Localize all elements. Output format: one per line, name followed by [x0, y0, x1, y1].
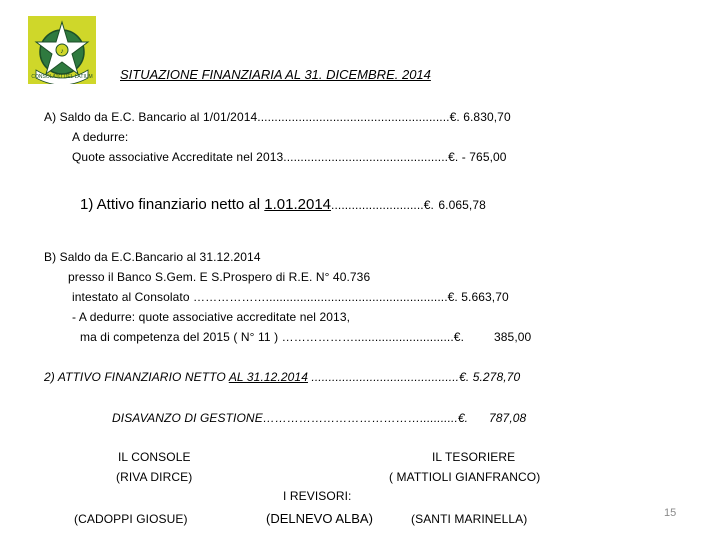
consolato-logo	[28, 16, 96, 84]
revisore-1-name: (CADOPPI GIOSUE)	[74, 512, 188, 526]
section-b-line-3: intestato al Consolato ……………….....................................................€. 5.663,70	[72, 290, 509, 304]
page-number: 15	[664, 507, 677, 519]
section-a-line-1: A) Saldo da E.C. Bancario al 1/01/2014........................................................€. 6.830,70	[44, 110, 511, 124]
section-b-line-1: B) Saldo da E.C.Bancario al 31.12.2014	[44, 250, 261, 264]
page-title: SITUAZIONE FINANZIARIA AL 31. DICEMBRE. 2014	[120, 67, 431, 82]
attivo-1-date: 1.01.2014	[264, 196, 332, 213]
attivo-1-value: 6.065,78	[438, 198, 486, 212]
attivo-finanziario-2	[44, 370, 520, 384]
console-name: (RIVA DIRCE)	[116, 470, 193, 484]
section-b-line-5: ma di competenza del 2015 ( N° 11 ) ……………….............................€.	[80, 330, 465, 344]
section-b-line-4: - A dedurre: quote associative accreditate nel 2013,	[72, 310, 351, 324]
section-b-line-2: presso il Banco S.Gem. E S.Prospero di R.E. N° 40.736	[68, 270, 371, 284]
console-title: IL CONSOLE	[118, 450, 191, 464]
section-a-line-3: Quote associative Accreditate nel 2013................................................€. - 765,00	[72, 150, 507, 164]
attivo-1-label: 1) Attivo finanziario netto al	[80, 196, 265, 213]
revisore-3-name: (SANTI MARINELLA)	[411, 512, 528, 526]
revisori-title: I REVISORI:	[283, 489, 352, 503]
attivo-2-label: 2) ATTIVO FINANZIARIO NETTO	[44, 370, 229, 384]
svg-text:♪: ♪	[60, 47, 64, 55]
logo-text: CONSOLATO DEL LATIUM	[31, 74, 93, 80]
attivo-2-date: AL 31.12.2014	[228, 370, 308, 384]
attivo-2-dots: ...........................................€. 5.278,70	[307, 370, 521, 384]
disavanzo-value: 787,08	[489, 411, 527, 425]
tesoriere-title: IL TESORIERE	[432, 450, 516, 464]
section-a-line-2: A dedurre:	[72, 130, 129, 144]
attivo-finanziario-1	[80, 196, 486, 214]
disavanzo-label: DISAVANZO DI GESTIONE…………………………………...........€.	[112, 411, 469, 425]
tesoriere-name: ( MATTIOLI GIANFRANCO)	[389, 470, 541, 484]
revisore-2-name: (DELNEVO ALBA)	[266, 511, 373, 526]
section-b-line-5-value: 385,00	[494, 330, 532, 344]
attivo-1-dots: ...........................€.	[331, 198, 434, 212]
